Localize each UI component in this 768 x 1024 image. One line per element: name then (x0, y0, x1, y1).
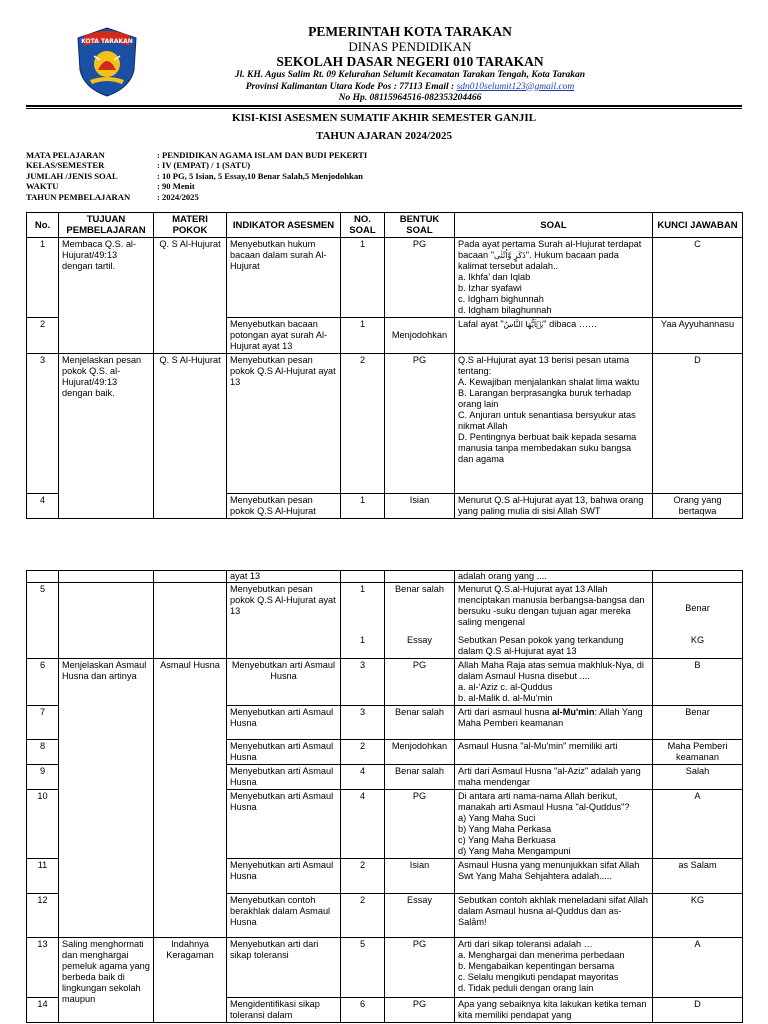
answer-option: d. Tidak peduli dengan orang lain (458, 983, 594, 993)
answer-option: C. Anjuran untuk senantiasa bersyukur atas nikmat Allah (458, 410, 636, 431)
cell-bentuk: Isian (385, 494, 455, 519)
info-key: JUMLAH /JENIS SOAL (26, 170, 118, 181)
phone-line: No Hp. 08115964516-082353204466 (338, 93, 482, 103)
cell-no: 7 (27, 706, 59, 740)
cell-kunci: Maha Pemberi keamanan (653, 740, 743, 765)
cell-soal: Arti dari Asmaul Husna "al-Aziz" adalah yang maha mendengar (455, 765, 653, 790)
school-name: SEKOLAH DASAR NEGERI 010 TARAKAN (276, 54, 544, 69)
col-header-no: No. (27, 213, 59, 238)
question-text-bold: al-Mu'min (551, 707, 595, 717)
header-divider-thin (26, 108, 742, 109)
cell-indikator: Menyebutkan arti Asmaul Husna (227, 659, 341, 706)
cell-bentuk: Essay (385, 634, 455, 659)
cell-no: 13 (27, 938, 59, 998)
answer-option: c. Selalu mengikuti pendapat mayoritas (458, 972, 619, 982)
cell-indikator: ayat 13 (227, 571, 341, 583)
answer-option: b. Mengabaikan kepentingan bersama (458, 961, 615, 971)
cell-nosoal: 1 (341, 238, 385, 318)
cell-bentuk: PG (385, 238, 455, 318)
cell-kunci: KG (653, 634, 743, 659)
info-value: : IV (EMPAT) / 1 (SATU) (157, 160, 251, 171)
cell-soal: Apa yang sebaiknya kita lakukan ketika teman kita memiliki pendapat yang (455, 998, 653, 1023)
answer-option: c) Yang Maha Berkuasa (458, 835, 556, 845)
cell-indikator (227, 634, 341, 659)
cell-no: 11 (27, 859, 59, 894)
cell-bentuk: PG (385, 998, 455, 1023)
answer-option: a. al-‘Aziz c. al-Quddus (458, 682, 553, 692)
cell-soal (455, 318, 653, 354)
cell-kunci: A (653, 938, 743, 998)
info-value: : 90 Menit (157, 181, 195, 192)
cell-soal: Asmaul Husna yang menunjukkan sifat Allah Swt Yang Maha Sehjahtera adalah..... (455, 859, 653, 894)
cell-no: 8 (27, 740, 59, 765)
answer-option: d) Yang Maha Mengampuni (458, 846, 571, 856)
answer-option: A. Kewajiban menjalankan shalat lima waktu (458, 377, 640, 387)
cell-kunci: Yaa Ayyuhannasu (653, 318, 743, 354)
cell-bentuk: Menjodohkan (385, 740, 455, 765)
col-header-nosoal: NO. SOAL (341, 213, 385, 238)
question-text: Q.S al-Hujurat ayat 13 berisi pesan utama tentang: (458, 355, 630, 376)
cell-indikator: Menyebutkan arti Asmaul Husna (227, 765, 341, 790)
table-row-continued (27, 571, 743, 583)
info-key: WAKTU (26, 181, 59, 192)
table-row (27, 938, 743, 998)
cell-indikator: Menyebutkan bacaan potongan ayat surah Al-Hujurat ayat 13 (227, 318, 341, 354)
cell-no: 14 (27, 998, 59, 1023)
cell-indikator: Menyebutkan arti Asmaul Husna (227, 859, 341, 894)
cell-kunci: KG (653, 894, 743, 938)
info-key: TAHUN PEMBELAJARAN (26, 191, 131, 202)
answer-option: c. Idgham bighunnah (458, 294, 544, 304)
cell-kunci: D (653, 354, 743, 494)
cell-no: 12 (27, 894, 59, 938)
cell-soal (455, 706, 653, 740)
question-text: Di antara arti nama-nama Allah berikut, manakah arti Asmaul Husna "al-Quddus"? (458, 791, 630, 812)
cell-bentuk: PG (385, 354, 455, 494)
letterhead-text (150, 24, 670, 105)
cell-kunci: D (653, 998, 743, 1023)
cell-nosoal: 1 (341, 494, 385, 519)
answer-option: a) Yang Maha Suci (458, 813, 536, 823)
cell-bentuk: Menjodohkan (385, 318, 455, 354)
answer-option: B. Larangan berprasangka buruk terhadap orang lain (458, 388, 632, 409)
cell-kunci (653, 571, 743, 583)
cell-kunci: as Salam (653, 859, 743, 894)
cell-materi: Indahnya Keragaman (154, 938, 227, 1023)
cell-soal: Menurut Q.S al-Hujurat ayat 13, bahwa orang yang paling mulia di sisi Allah SWT (455, 494, 653, 519)
info-row (26, 192, 367, 202)
cell-bentuk: PG (385, 938, 455, 998)
col-header-kunci: KUNCI JAWABAN (653, 213, 743, 238)
kota-tarakan-emblem-icon (76, 26, 138, 98)
cell-soal (455, 354, 653, 494)
cell-kunci: Benar (653, 706, 743, 740)
document-title: KISI-KISI ASESMEN SUMATIF AKHIR SEMESTER GANJIL (231, 112, 537, 124)
cell-no: 5 (27, 583, 59, 634)
cell-nosoal: 6 (341, 998, 385, 1023)
cell-nosoal: 3 (341, 659, 385, 706)
col-header-soal: SOAL (455, 213, 653, 238)
letterhead (0, 0, 768, 108)
cell-kunci: B (653, 659, 743, 706)
cell-tujuan: Menjelaskan Asmaul Husna dan artinya (59, 659, 154, 938)
kisi-kisi-table-page-1 (26, 212, 743, 519)
document-subtitle: TAHUN AJARAN 2024/2025 (315, 130, 453, 142)
cell-bentuk: Benar salah (385, 706, 455, 740)
info-row (26, 150, 367, 160)
cell-soal: Sebutkan Pesan pokok yang terkandung dalam Q.S al-Hujurat ayat 13 (455, 634, 653, 659)
cell-indikator: Mengidentifikasi sikap toleransi dalam (227, 998, 341, 1023)
cell-indikator: Menyebutkan pesan pokok Q.S Al-Hujurat ayat 13 (227, 583, 341, 634)
info-value: : 10 PG, 5 Isian, 5 Essay,10 Benar Salah,5 Menjodohkan (157, 170, 363, 181)
cell-indikator: Menyebutkan pesan pokok Q.S Al-Hujurat ayat 13 (227, 354, 341, 494)
cell-tujuan: Saling menghormati dan menghargai pemeluk agama yang berbeda baik di lingkungan sekolah maupun (59, 938, 154, 1023)
cell-indikator: Menyebutkan arti Asmaul Husna (227, 740, 341, 765)
question-text-part: ". Hukum bacaan pada kalimat tersebut adalah.. (458, 250, 619, 271)
answer-option: d. Idgham bilaghunnah (458, 305, 552, 315)
answer-option: a. Menghargai dan menerima perbedaan (458, 950, 625, 960)
question-text-part: Pada ayat pertama Surah al-Hujurat terdapat bacaan " (458, 239, 642, 260)
cell-nosoal: 1 (341, 318, 385, 354)
info-row (26, 160, 367, 170)
cell-bentuk: Essay (385, 894, 455, 938)
col-header-tujuan: TUJUAN PEMBELAJARAN (59, 213, 154, 238)
col-header-bentuk: BENTUK SOAL (385, 213, 455, 238)
cell-bentuk: Benar salah (385, 765, 455, 790)
info-row (26, 181, 367, 191)
question-text: Allah Maha Raja atas semua makhluk-Nya, di dalam Asmaul Husna disebut .... (458, 660, 644, 681)
cell-soal: Menurut Q.S.al-Hujurat ayat 13 Allah menciptakan manusia berbangsa-bangsa dan bersuku -suku dengan tujuan agar mereka saling mengenal (455, 583, 653, 634)
cell-soal (455, 938, 653, 998)
cell-no: 1 (27, 238, 59, 318)
info-key: KELAS/SEMESTER (26, 160, 105, 171)
question-text-part: " dibaca …… (543, 319, 598, 329)
cell-bentuk (385, 571, 455, 583)
cell-materi (154, 571, 227, 583)
table-row (27, 238, 743, 318)
department-name: DINAS PENDIDIKAN (348, 39, 472, 54)
cell-no (27, 571, 59, 583)
cell-soal: adalah orang yang .... (455, 571, 653, 583)
info-key: MATA PELAJARAN (26, 150, 105, 160)
government-name: PEMERINTAH KOTA TARAKAN (308, 24, 512, 39)
cell-soal (455, 790, 653, 859)
answer-option: b) Yang Maha Perkasa (458, 824, 552, 834)
email-link[interactable]: sdn010selumit123@gmail.com (456, 81, 575, 92)
question-text-part: Arti dari asmaul husna (458, 707, 552, 717)
answer-option: b. al-Malik d. al-Mu’min (458, 693, 553, 703)
address-line-2 (150, 82, 670, 94)
cell-materi: Asmaul Husna (154, 659, 227, 938)
cell-nosoal: 2 (341, 894, 385, 938)
cell-bentuk: PG (385, 659, 455, 706)
cell-no: 3 (27, 354, 59, 494)
cell-indikator: Menyebutkan hukum bacaan dalam surah Al-Hujurat (227, 238, 341, 318)
cell-indikator: Menyebutkan contoh berakhlak dalam Asmaul Husna (227, 894, 341, 938)
address-line-2-text: Provinsi Kalimantan Utara Kode Pos : 77113 Email : (245, 81, 457, 92)
cell-materi: Q. S Al-Hujurat (154, 354, 227, 519)
info-row (26, 171, 367, 181)
cell-kunci: Orang yang bertaqwa (653, 494, 743, 519)
info-value: : PENDIDIKAN AGAMA ISLAM DAN BUDI PEKERTI (157, 150, 368, 160)
address-line-1: Jl. KH. Agus Salim Rt. 09 Kelurahan Selumit Kecamatan Tarakan Tengah, Kota Tarakan (234, 70, 586, 80)
cell-no: 9 (27, 765, 59, 790)
cell-nosoal (341, 571, 385, 583)
info-value: : 2024/2025 (157, 191, 199, 202)
cell-indikator: Menyebutkan arti dari sikap toleransi (227, 938, 341, 998)
answer-option: a. Ikhfa’ dan Iqlab (458, 272, 531, 282)
col-header-indikator: INDIKATOR ASESMEN (227, 213, 341, 238)
cell-tujuan: Menjelaskan pesan pokok Q.S. al-Hujurat/49:13 dengan baik. (59, 354, 154, 519)
cell-tujuan (59, 571, 154, 583)
cell-no: 2 (27, 318, 59, 354)
cell-bentuk: PG (385, 790, 455, 859)
table-row (27, 659, 743, 706)
cell-materi: Q. S Al-Hujurat (154, 238, 227, 354)
cell-no: 10 (27, 790, 59, 859)
cell-nosoal: 1 (341, 583, 385, 634)
header-divider (26, 105, 742, 107)
cell-no (27, 634, 59, 659)
cell-nosoal: 3 (341, 706, 385, 740)
question-text-part: : Allah Yang Maha Pemberi keamanan (458, 707, 643, 728)
table-header-row (27, 213, 743, 238)
cell-tujuan (59, 583, 154, 659)
question-text: Arti dari sikap toleransi adalah … (458, 939, 593, 949)
question-text (458, 239, 649, 272)
question-text-part: Lafal ayat " (458, 319, 504, 329)
cell-kunci: A (653, 790, 743, 859)
kisi-kisi-table-page-2 (26, 570, 743, 1023)
cell-soal (455, 238, 653, 318)
answer-option: b. Izhar syafawi (458, 283, 522, 293)
cell-indikator: Menyebutkan arti Asmaul Husna (227, 706, 341, 740)
cell-nosoal: 4 (341, 765, 385, 790)
table-row (27, 354, 743, 494)
cell-nosoal: 2 (341, 740, 385, 765)
table-row (27, 583, 743, 634)
arabic-text: ذَكَرٍ وَّاُنْثٰى (493, 251, 526, 260)
cell-bentuk: Benar salah (385, 583, 455, 634)
cell-indikator: Menyebutkan pesan pokok Q.S Al-Hujurat (227, 494, 341, 519)
cell-soal: Asmaul Husna "al-Mu'min" memiliki arti (455, 740, 653, 765)
cell-soal (455, 659, 653, 706)
cell-no: 6 (27, 659, 59, 706)
cell-materi (154, 583, 227, 659)
cell-nosoal: 4 (341, 790, 385, 859)
arabic-text: يٰۤاَيُّهَا النَّاسُ (503, 320, 544, 329)
cell-indikator: Menyebutkan arti Asmaul Husna (227, 790, 341, 859)
cell-tujuan: Membaca Q.S. al-Hujurat/49:13 dengan tartil. (59, 238, 154, 354)
answer-option: D. Pentingnya berbuat baik kepada sesama manusia tanpa membedakan suku bangsa dan agama (458, 432, 637, 464)
cell-nosoal: 2 (341, 859, 385, 894)
cell-no: 4 (27, 494, 59, 519)
cell-bentuk: Isian (385, 859, 455, 894)
emblem-text: KOTA TARAKAN (81, 38, 133, 45)
cell-soal: Sebutkan contoh akhlak meneladani sifat Allah dalam Asmaul husna al-Quddus dan as-Salām! (455, 894, 653, 938)
question-text (458, 319, 649, 330)
question-text (458, 707, 649, 729)
cell-nosoal: 1 (341, 634, 385, 659)
cell-nosoal: 5 (341, 938, 385, 998)
cell-kunci: Benar (653, 583, 743, 634)
cell-nosoal: 2 (341, 354, 385, 494)
cell-kunci: Salah (653, 765, 743, 790)
cell-kunci: C (653, 238, 743, 318)
exam-info (26, 150, 367, 202)
col-header-materi: MATERI POKOK (154, 213, 227, 238)
